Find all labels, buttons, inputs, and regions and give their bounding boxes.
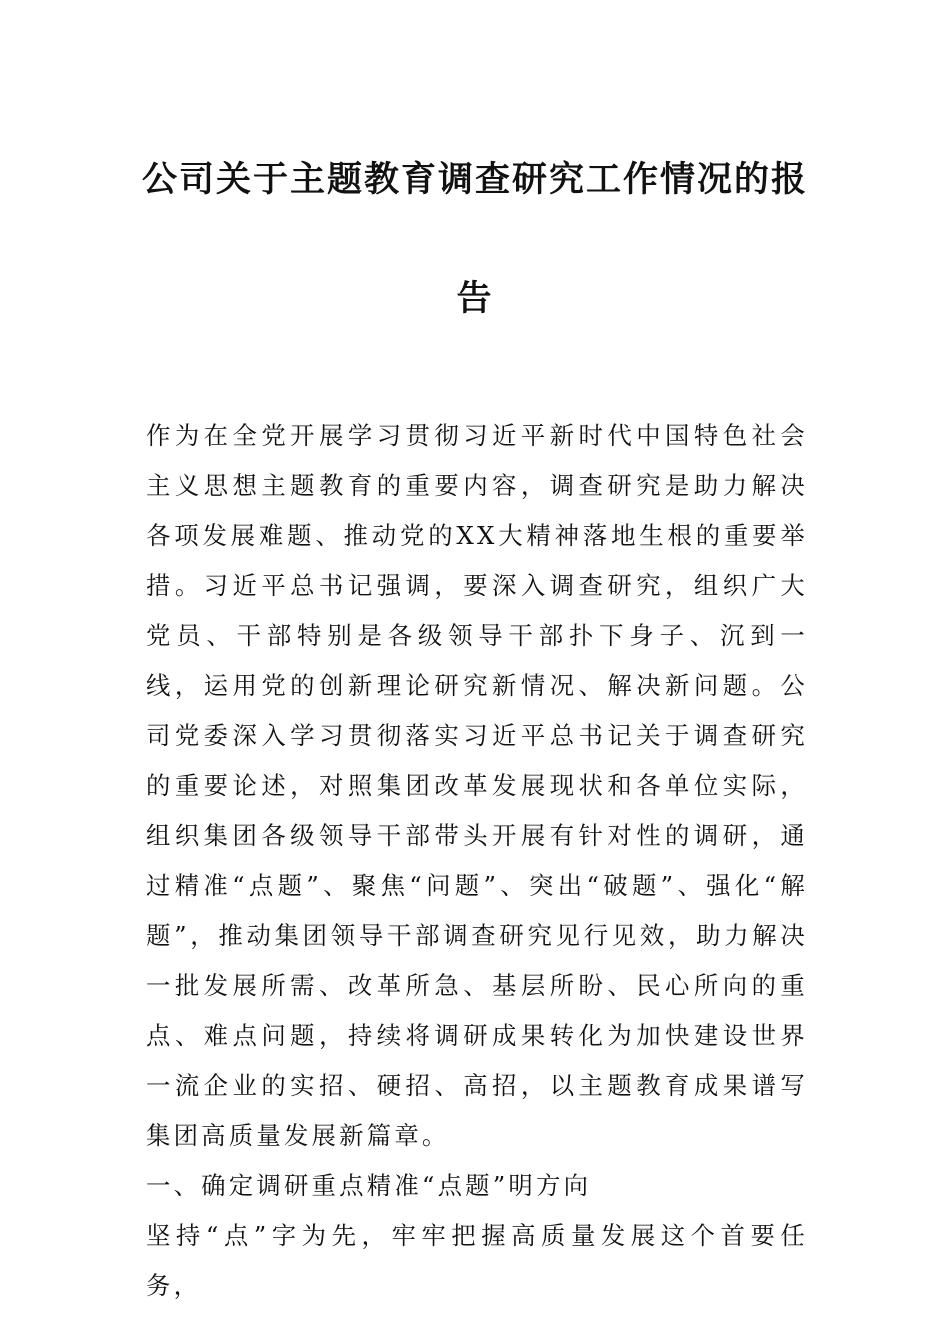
section-1-paragraph: 坚持“点”字为先，牢牢把握高质量发展这个首要任务， [146,1221,808,1300]
document-title-line-1: 公司关于主题教育调查研究工作情况的报 [141,160,808,200]
section-1-heading: 一、确定调研重点精准“点题”明方向 [146,1171,592,1200]
intro-paragraph: 作为在全党开展学习贯彻习近平新时代中国特色社会主义思想主题教育的重要内容，调查研究是助力解决各项发展难题、推动党的XX大精神落地生根的重要举措。习近平总书记强调，要深入调查研究，组织广大党员、干部特别是各级领导干部扑下身子、沉到一线，运用党的创新理论研究新情况、解决新问题。公司党委深入学习贯彻落实习近平总书记关于调查研究的重要论述，对照集团改革发展现状和各单位实际，组织集团各级领导干部带头开展有针对性的调研，通过精准“点题”、聚焦“问题”、突出“破题”、强化“解题”，推动集团领导干部调查研究见行见效，助力解决一批发展所需、改革所急、基层所盼、民心所向的重点、难点问题，持续将调研成果转化为加快建设世界一流企业的实招、硬招、高招，以主题教育成果谱写集团高质量发展新篇章。 [146,421,808,1150]
document-body [146,411,808,1311]
document-title-line-2: 告 [456,279,494,319]
